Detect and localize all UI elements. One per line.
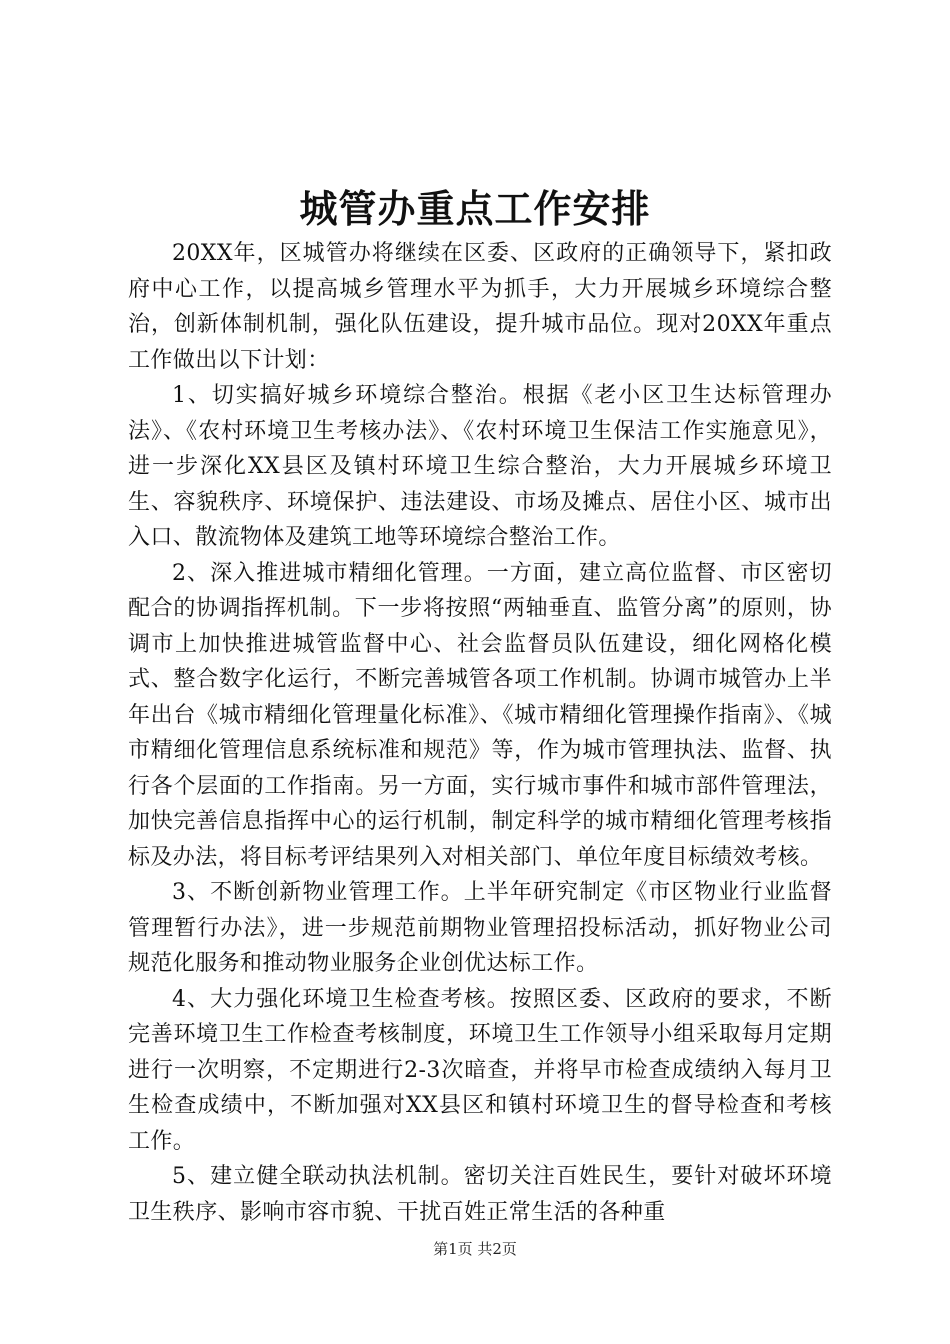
paragraph-item-4: 4、大力强化环境卫生检查考核。按照区委、区政府的要求，不断完善环境卫生工作检查考核制度，环境卫生工作领导小组采取每月定期进行一次明察，不定期进行2-3次暗查，并将早市检查成绩纳入每月卫生检查成绩中，不断加强对XX县区和镇村环境卫生的督导检查和考核工作。	[128, 986, 832, 1154]
paragraph-item-5: 5、建立健全联动执法机制。密切关注百姓民生，要针对破坏环境卫生秩序、影响市容市貌、干扰百姓正常生活的各种重	[128, 1164, 832, 1225]
document-body	[128, 236, 832, 1230]
paragraph-item-2: 2、深入推进城市精细化管理。一方面，建立高位监督、市区密切配合的协调指挥机制。下一步将按照“两轴垂直、监管分离”的原则，协调市上加快推进城管监督中心、社会监督员队伍建设，细化网格化模式、整合数字化运行，不断完善城管各项工作机制。协调市城管办上半年出台《城市精细化管理量化标准》、《城市精细化管理操作指南》、《城市精细化管理信息系统标准和规范》等，作为城市管理执法、监督、执行各个层面的工作指南。另一方面，实行城市事件和城市部件管理法，加快完善信息指挥中心的运行机制，制定科学的城市精细化管理考核指标及办法，将目标考评结果列入对相关部门、单位年度目标绩效考核。	[128, 560, 832, 870]
page-number-footer: 第1页 共2页	[433, 1240, 517, 1258]
intro-paragraph: 20XX年，区城管办将继续在区委、区政府的正确领导下，紧扣政府中心工作，以提高城乡管理水平为抓手，大力开展城乡环境综合整治，创新体制机制，强化队伍建设，提升城市品位。现对20XX年重点工作做出以下计划：	[128, 241, 832, 373]
paragraph-item-1: 1、切实搞好城乡环境综合整治。根据《老小区卫生达标管理办法》、《农村环境卫生考核办法》、《农村环境卫生保洁工作实施意见》，进一步深化XX县区及镇村环境卫生综合整治，大力开展城乡环境卫生、容貌秩序、环境保护、违法建设、市场及摊点、居住小区、城市出入口、散流物体及建筑工地等环境综合整治工作。	[128, 383, 832, 550]
document-title: 城管办重点工作安排	[299, 186, 651, 231]
paragraph-item-3: 3、不断创新物业管理工作。上半年研究制定《市区物业行业监督管理暂行办法》，进一步规范前期物业管理招投标活动，抓好物业公司规范化服务和推动物业服务企业创优达标工作。	[128, 880, 832, 976]
